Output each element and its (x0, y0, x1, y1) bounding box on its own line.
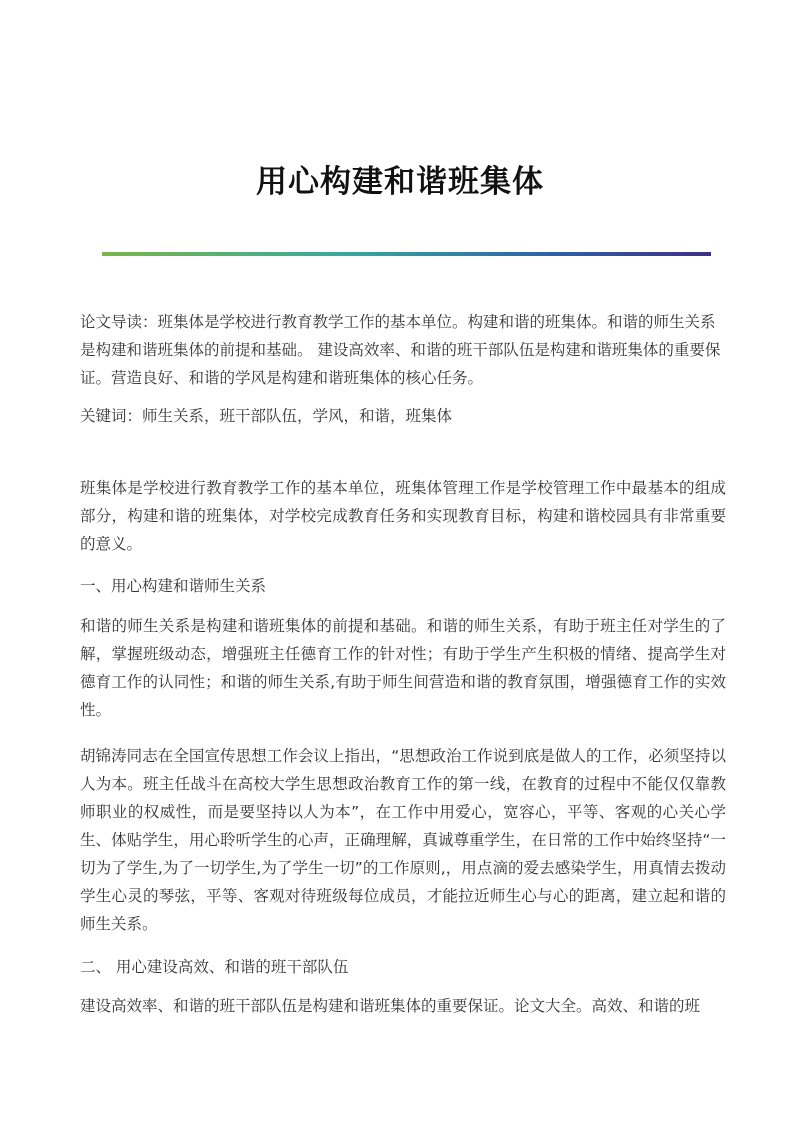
abstract-paragraph: 论文导读：班集体是学校进行教育教学工作的基本单位。构建和谐的班集体。和谐的师生关系是构建和谐班集体的前提和基础。 建设高效率、和谐的班干部队伍是构建和谐班集体的重要保证。营造良好、和谐的学风是构建和谐班集体的核心任务。 (80, 313, 721, 387)
section-1-heading: 一、用心构建和谐师生关系 (80, 577, 267, 595)
intro-paragraph: 班集体是学校进行教育教学工作的基本单位，班集体管理工作是学校管理工作中最基本的组成部分，构建和谐的班集体，对学校完成教育任务和实现教育目标，构建和谐校园具有非常重要的意义。 (80, 479, 726, 553)
section-2-paragraph-1: 建设高效率、和谐的班干部队伍是构建和谐班集体的重要保证。论文大全。高效、和谐的班 (80, 997, 701, 1015)
section-1-paragraph-2: 胡锦涛同志在全国宣传思想工作会议上指出，“思想政治工作说到底是做人的工作，必须坚持以人为本。班主任战斗在高校大学生思想政治教育工作的第一线，在教育的过程中不能仅仅靠教师职业的权威性，而是要坚持以人为本”，在工作中用爱心，宽容心，平等、客观的心关心学生、体贴学生，用心聆听学生的心声，正确理解，真诚尊重学生，在日常的工作中始终坚持“一切为了学生,为了一切学生,为了学生一切”的工作原则,，用点滴的爱去感染学生，用真情去拨动学生心灵的琴弦，平等、客观对待班级每位成员，才能拉近师生心与心的距离，建立起和谐的师生关系。 (80, 747, 726, 933)
section-1-paragraph-1: 和谐的师生关系是构建和谐班集体的前提和基础。和谐的师生关系，有助于班主任对学生的了解，掌握班级动态，增强班主任德育工作的针对性；有助于学生产生积极的情绪、提高学生对德育工作的认同性；和谐的师生关系,有助于师生间营造和谐的教育氛围，增强德育工作的实效性。 (80, 617, 726, 719)
title-divider (102, 252, 711, 256)
document-title: 用心构建和谐班集体 (256, 164, 544, 200)
section-2-heading: 二、 用心建设高效、和谐的班干部队伍 (80, 958, 349, 976)
keywords-line: 关键词：师生关系，班干部队伍，学风，和谐，班集体 (80, 407, 453, 425)
